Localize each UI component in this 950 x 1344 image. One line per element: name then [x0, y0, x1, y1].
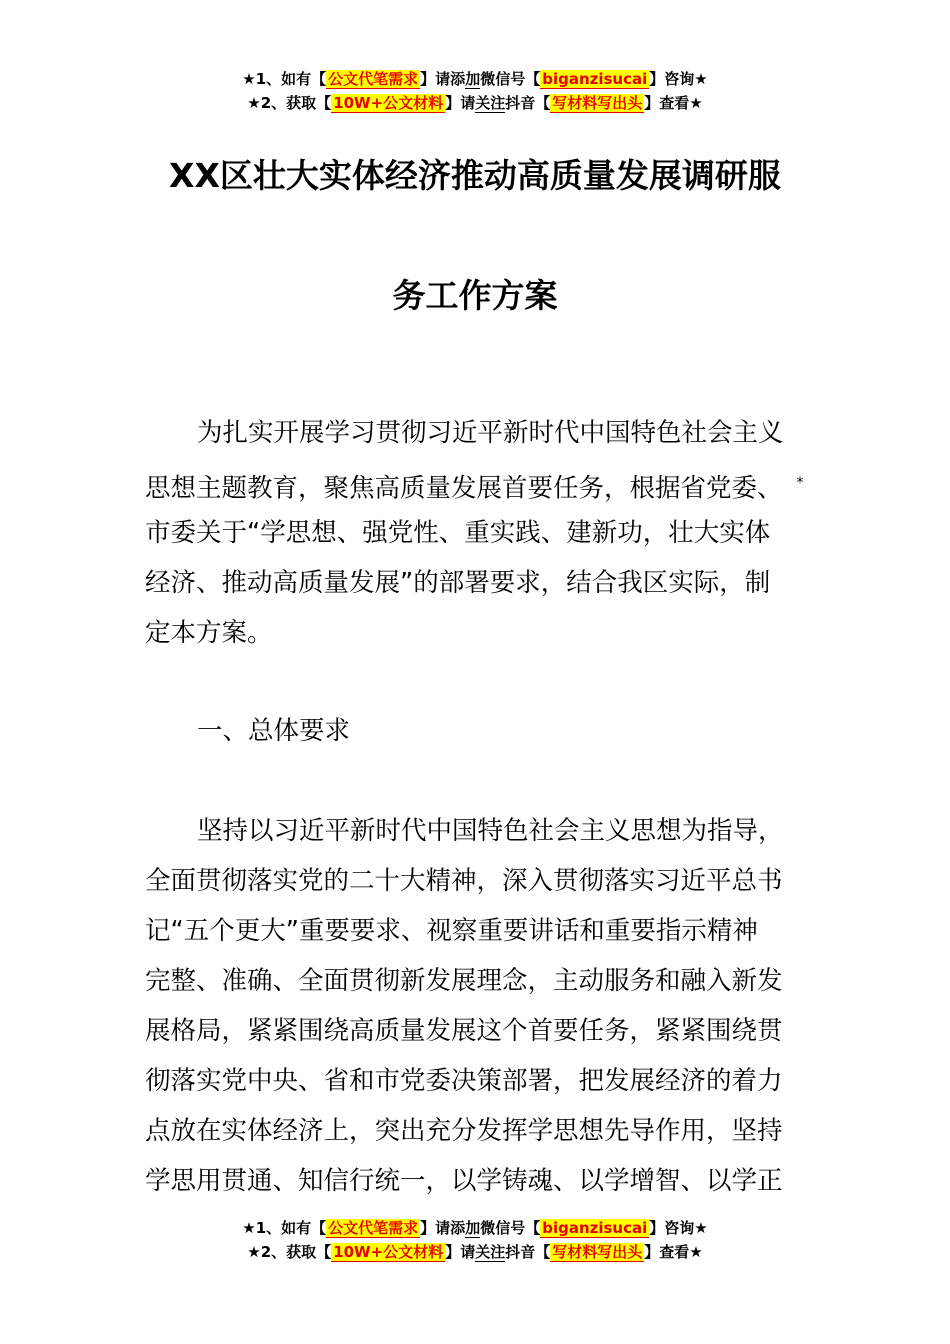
promo-text: 抖音【	[505, 1243, 551, 1261]
promo-text: 】咨询★	[649, 70, 708, 88]
promo-underline: 加	[465, 70, 481, 88]
paragraph-line: 经济、推动高质量发展”的部署要求，结合我区实际，制	[145, 568, 771, 598]
promo-text: 微信号【	[480, 1219, 541, 1237]
promo-text: ★1、如有【	[242, 70, 327, 88]
promo-text: 抖音【	[505, 94, 551, 112]
promo-text: 】查看★	[644, 1243, 703, 1261]
promo-douyin-id: 写材料写出头	[552, 1243, 643, 1261]
promo-highlight: 公文代笔需求	[328, 70, 419, 88]
promo-underline: 关注	[475, 94, 506, 112]
paragraph-line: 学思用贯通、知信行统一，以学铸魂、以学增智、以学正	[145, 1166, 783, 1196]
promo-wechat-id: biganzisucai	[542, 1219, 648, 1237]
promo-line-2	[0, 1240, 950, 1264]
promo-text: ★2、获取【	[247, 94, 332, 112]
paragraph-line-text: 思想主题教育，聚焦高质量发展首要任务，根据省党委、	[145, 473, 783, 504]
promo-text: 微信号【	[480, 70, 541, 88]
promo-text: ★2、获取【	[247, 1243, 332, 1261]
promo-line-2	[0, 91, 950, 115]
intro-paragraph	[145, 408, 807, 658]
paragraph-line: 坚持以习近平新时代中国特色社会主义思想为指导，	[197, 816, 784, 846]
paragraph-line	[145, 458, 807, 508]
paragraph-line: 展格局，紧紧围绕高质量发展这个首要任务，紧紧围绕贯	[145, 1016, 783, 1046]
paragraph-line: 全面贯彻落实党的二十大精神，深入贯彻落实习近平总书	[145, 866, 783, 896]
promo-text: 】咨询★	[649, 1219, 708, 1237]
footnote-mark: *	[796, 475, 804, 491]
promo-highlight: 10W+公文材料	[333, 1243, 444, 1261]
document-title-line-2: 务工作方案	[392, 276, 558, 315]
promo-text: 】请添	[420, 70, 466, 88]
paragraph-line: 为扎实开展学习贯彻习近平新时代中国特色社会主义	[197, 418, 784, 448]
promo-underline: 加	[465, 1219, 481, 1237]
section-heading-text: 一、总体要求	[197, 716, 351, 746]
paragraph-line: 定本方案。	[145, 618, 273, 648]
paragraph-line: 市委关于“学思想、强党性、重实践、建新功，壮大实体	[145, 518, 771, 548]
promo-highlight: 10W+公文材料	[333, 94, 444, 112]
promo-line-1	[0, 1216, 950, 1240]
promo-text: 】请添	[420, 1219, 466, 1237]
promo-text: 】请	[445, 1243, 476, 1261]
promo-highlight: 公文代笔需求	[328, 1219, 419, 1237]
promo-text: 】请	[445, 94, 476, 112]
promo-underline: 关注	[475, 1243, 506, 1261]
paragraph-line: 点放在实体经济上，突出充分发挥学思想先导作用，坚持	[145, 1116, 783, 1146]
document-title-line-1: XX区壮大实体经济推动高质量发展调研服	[169, 156, 781, 195]
promo-text: ★1、如有【	[242, 1219, 327, 1237]
paragraph-line: 彻落实党中央、省和市党委决策部署，把发展经济的着力	[145, 1066, 783, 1096]
footer-promo	[0, 1216, 950, 1264]
promo-wechat-id: biganzisucai	[542, 70, 648, 88]
promo-line-1	[0, 67, 950, 91]
paragraph-line: 记“五个更大”重要要求、视察重要讲话和重要指示精神	[145, 916, 758, 946]
promo-text: 】查看★	[644, 94, 703, 112]
section-heading	[145, 706, 807, 756]
paragraph-line: 完整、准确、全面贯彻新发展理念，主动服务和融入新发	[145, 966, 783, 996]
header-promo	[0, 67, 950, 115]
body-paragraph	[145, 806, 807, 1206]
promo-douyin-id: 写材料写出头	[552, 94, 643, 112]
